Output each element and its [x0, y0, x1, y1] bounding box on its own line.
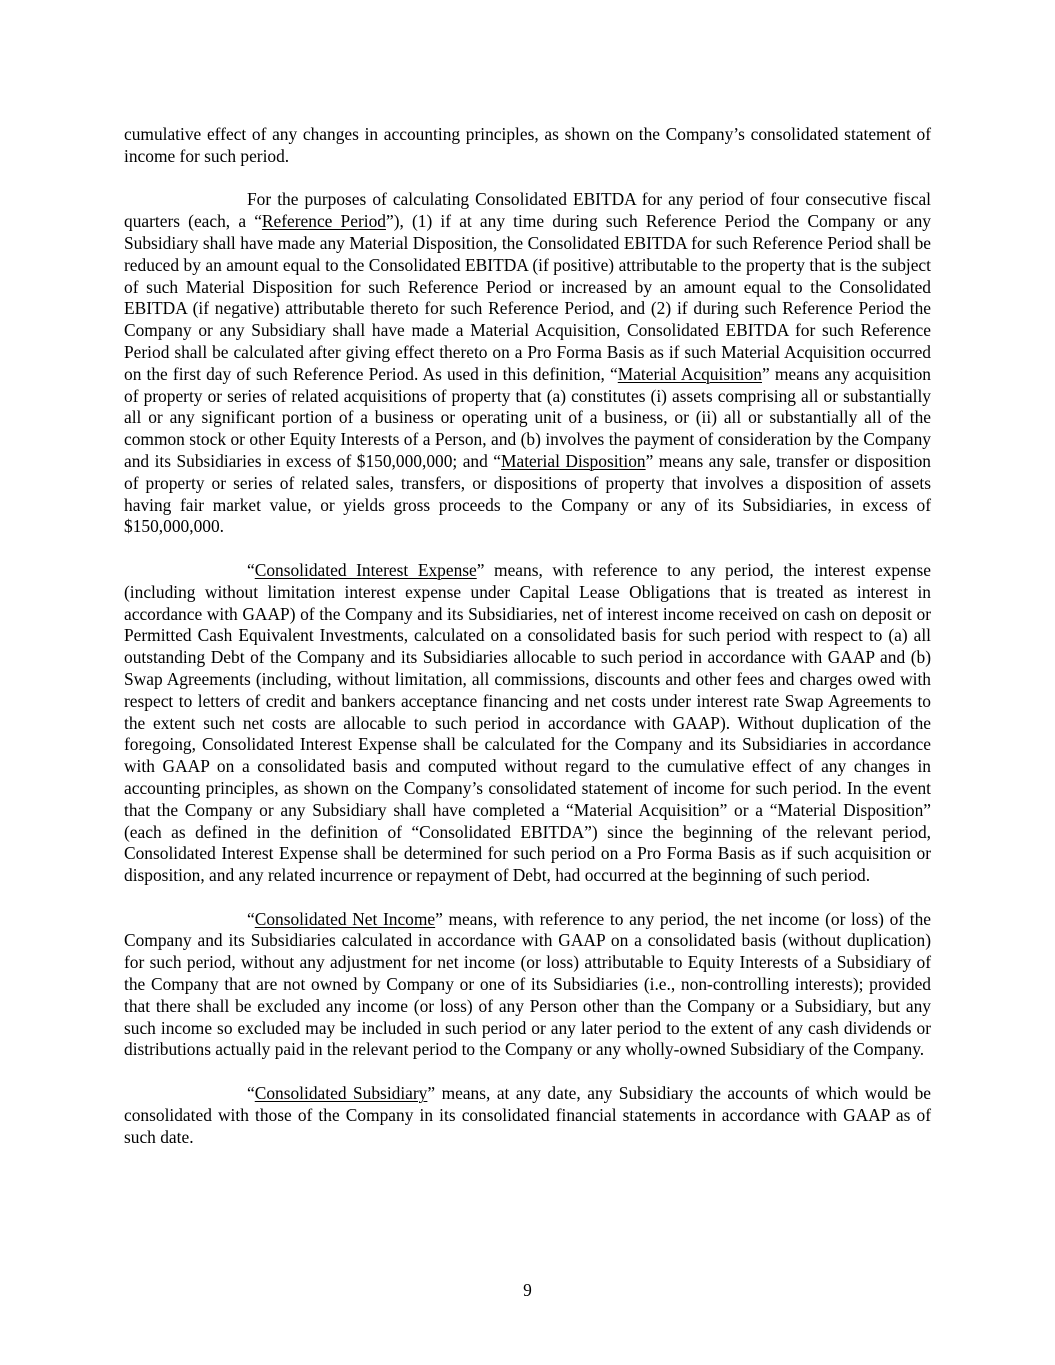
paragraph-consolidated-subsidiary [124, 1083, 931, 1148]
defined-term-consolidated-net-income: Consolidated Net Income [254, 908, 436, 929]
paragraph-continuation [124, 124, 931, 168]
paragraph-text: ” means any acquisition of property or series of related acquisitions of property that (a) constitutes (i) assets comprising all or substantially all or any significant portion of a business or operating unit of a business, or (ii) all or substantially all of the common stock or other Equity Interests of a Person, and (b) involves the payment of consideration by the Company and its Subsidiaries in excess of $150,000,000; and “ [124, 363, 931, 471]
page-number: 9 [523, 1280, 532, 1300]
paragraph-consolidated-net-income [124, 909, 931, 1062]
paragraph-text: “ [247, 559, 255, 580]
defined-term-material-acquisition: Material Acquisition [617, 363, 762, 384]
paragraph-text: For the purposes of calculating Consolidated EBITDA for any period of four consecutive fiscal quarters (each, a “ [124, 189, 931, 232]
paragraph-text: “ [247, 908, 255, 929]
paragraph-text: ” means any sale, transfer or disposition of property or series of related sales, transfers, or dispositions of property that involves a disposition of assets having fair market value, or yields gross proceeds to the Company or any of its Subsidiaries, in excess of $150,000,000. [124, 450, 931, 537]
paragraph-text: ” means, with reference to any period, the net income (or loss) of the Company and its Subsidiaries calculated in accordance with GAAP on a consolidated basis (without duplication) for such period, without any adjustment for net income (or loss) attributable to Equity Interests of a Subsidiary of the Company that are not owned by Company or one of its Subsidiaries (i.e., non-controlling interests); provided that there shall be excluded any income (or loss) of any Person other than the Company or a Subsidiary, but any such income so excluded may be included in such period or any later period to the extent of any cash dividends or distributions actually paid in the relevant period to the Company or any wholly-owned Subsidiary of the Company. [124, 908, 931, 1060]
paragraph-text: ”), (1) if at any time during such Reference Period the Company or any Subsidiary shall have made any Material Disposition, the Consolidated EBITDA for such Reference Period shall be reduced by an amount equal to the Consolidated EBITDA (if positive) attributable to the property that is the subject of such Material Disposition for such Reference Period or increased by an amount equal to the Consolidated EBITDA (if negative) attributable thereto for such Reference Period, and (2) if during such Reference Period the Company or any Subsidiary shall have made a Material Acquisition, Consolidated EBITDA for such Reference Period shall be calculated after giving effect thereto on a Pro Forma Basis as if such Material Acquisition occurred on the first day of such Reference Period. As used in this definition, “ [124, 211, 931, 384]
paragraph-text: “ [247, 1083, 255, 1104]
paragraph-reference-period [124, 189, 931, 538]
paragraph-text: ” means, with reference to any period, the interest expense (including without limitation interest expense under Capital Lease Obligations that is treated as interest in accordance with GAAP) of the Company and its Subsidiaries, net of interest income received on cash on deposit or Permitted Cash Equivalent Investments, calculated on a consolidated basis for such period with respect to (a) all outstanding Debt of the Company and its Subsidiaries allocable to such period in accordance with GAAP and (b) Swap Agreements (including, without limitation, all commissions, discounts and other fees and charges owed with respect to letters of credit and bankers acceptance financing and net costs under interest rate Swap Agreements to the extent such net costs are allocable to such period in accordance with GAAP). Without duplication of the foregoing, Consolidated Interest Expense shall be calculated for the Company and its Subsidiaries in accordance with GAAP on a consolidated basis and computed without regard to the cumulative effect of any changes in accounting principles, as shown on the Company’s consolidated statement of income for such period. In the event that the Company or any Subsidiary shall have completed a “Material Acquisition” or a “Material Disposition” (each as defined in the definition of “Consolidated EBITDA”) since the beginning of the relevant period, Consolidated Interest Expense shall be determined for such period on a Pro Forma Basis as if such acquisition or disposition, and any related incurrence or repayment of Debt, had occurred at the beginning of such period. [124, 559, 931, 886]
defined-term-material-disposition: Material Disposition [501, 450, 646, 471]
defined-term-consolidated-interest-expense: Consolidated Interest Expense [254, 559, 477, 580]
defined-term-consolidated-subsidiary: Consolidated Subsidiary [254, 1083, 428, 1104]
paragraph-text: ” means, at any date, any Subsidiary the accounts of which would be consolidated with those of the Company in its consolidated financial statements in accordance with GAAP as of such date. [124, 1083, 931, 1147]
paragraph-text: cumulative effect of any changes in accounting principles, as shown on the Company’s consolidated statement of income for such period. [124, 124, 931, 166]
paragraph-consolidated-interest-expense [124, 560, 931, 887]
defined-term-reference-period: Reference Period [261, 211, 386, 232]
document-page [124, 124, 931, 1148]
